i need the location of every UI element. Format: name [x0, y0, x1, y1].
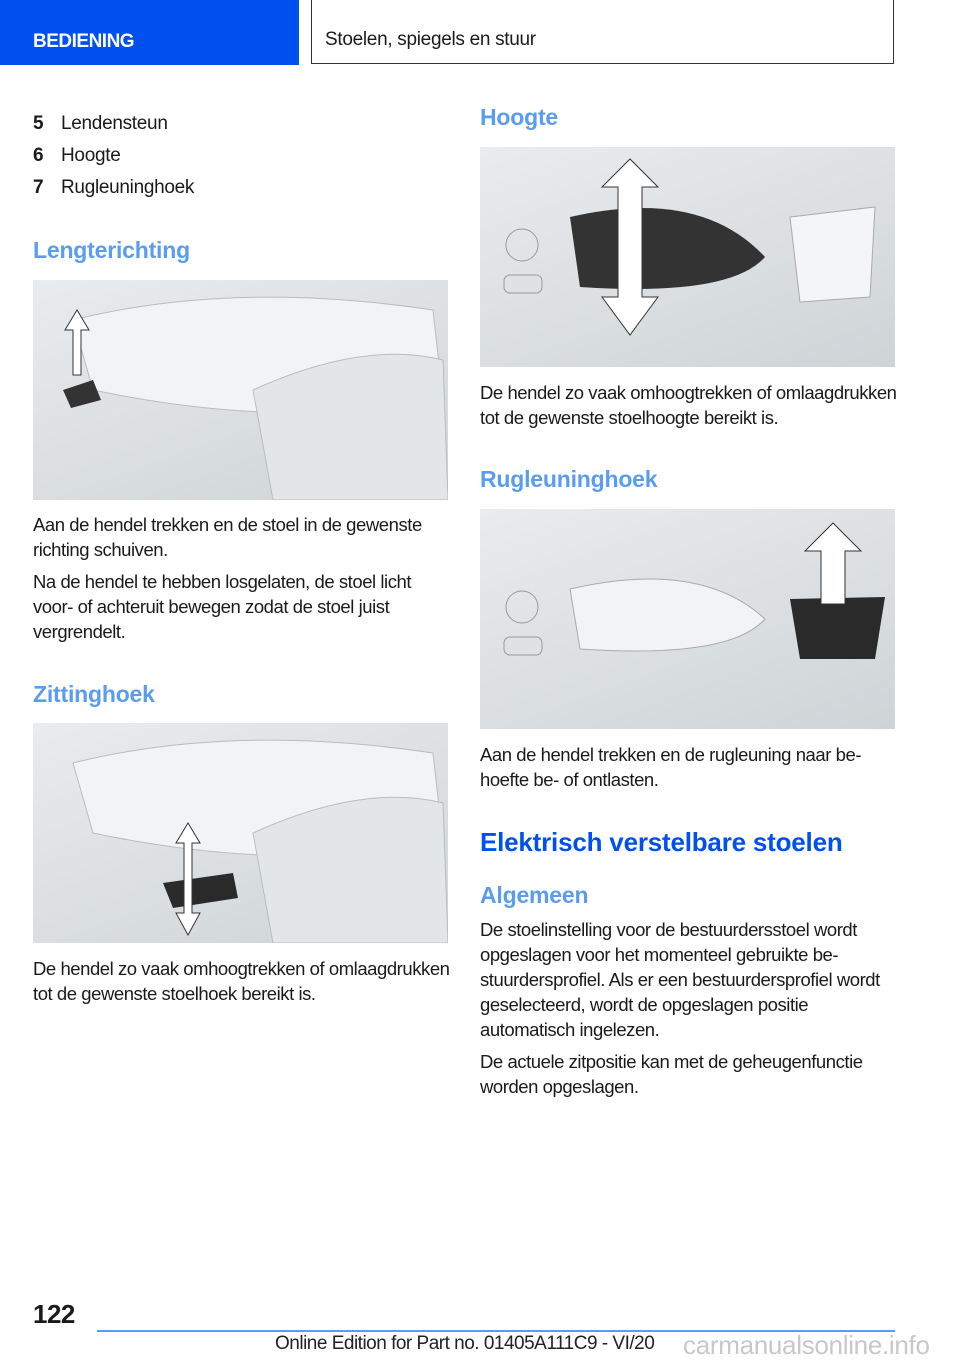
list-item: 5 Lendensteun — [33, 113, 168, 134]
list-item: 6 Hoogte — [33, 145, 121, 166]
list-item: 7 Rugleuninghoek — [33, 177, 195, 198]
heading-hoogte: Hoogte — [480, 104, 559, 130]
zittinghoek-text: De hendel zo vaak omhoogtrekken of omlaagdrukken tot de gewenste stoelhoek bereikt is. — [33, 958, 450, 1004]
subheading-algemeen: Algemeen — [480, 882, 589, 908]
page-number: 122 — [33, 1299, 75, 1329]
legend-list — [33, 111, 448, 207]
heading-rugleuninghoek: Rugleuninghoek — [480, 466, 658, 492]
seat-tilt-illustration — [33, 723, 448, 943]
lengterichting-text: Aan de hendel trekken en de stoel in de gewenste richting schuiven. Na de hendel te hebben losgelaten, de stoel licht voor- of achteruit bewegen zodat de stoel juist vergrendelt. — [33, 514, 422, 642]
chapter-title: Stoelen, spiegels en stuur — [325, 29, 536, 50]
section-tab — [0, 0, 299, 65]
backrest-angle-illustration — [480, 509, 895, 729]
watermark: carmanualsonline.info — [683, 1330, 930, 1360]
elektrisch-text: De stoelinstelling voor de bestuurdersstoel wordt opgeslagen voor het momenteel gebruikte bestuurdersprofiel. Als er een bestuurdersprofiel wordt geselecteerd, wordt de opgeslagen positie automatisch ingelezen. De actuele zitpositie kan met de geheugenfunctie worden opgeslagen. — [480, 919, 880, 1097]
rugleuninghoek-text: Aan de hendel trekken en de rugleuning naar behoefte be- of ontlasten. — [480, 744, 862, 790]
section-title: BEDIENING — [33, 31, 135, 52]
chapter-box — [311, 0, 894, 64]
hoogte-text: De hendel zo vaak omhoogtrekken of omlaagdrukken tot de gewenste stoelhoogte bereikt is. — [480, 382, 897, 428]
edition-info: Online Edition for Part no. 01405A111C9 - VI/20 — [275, 1333, 655, 1354]
heading-zittinghoek: Zittinghoek — [33, 681, 155, 707]
heading-lengterichting: Lengterichting — [33, 237, 190, 263]
heading-elektrisch: Elektrisch verstelbare stoelen — [480, 827, 843, 857]
seat-height-illustration — [480, 147, 895, 367]
seat-lengthwise-illustration — [33, 280, 448, 500]
